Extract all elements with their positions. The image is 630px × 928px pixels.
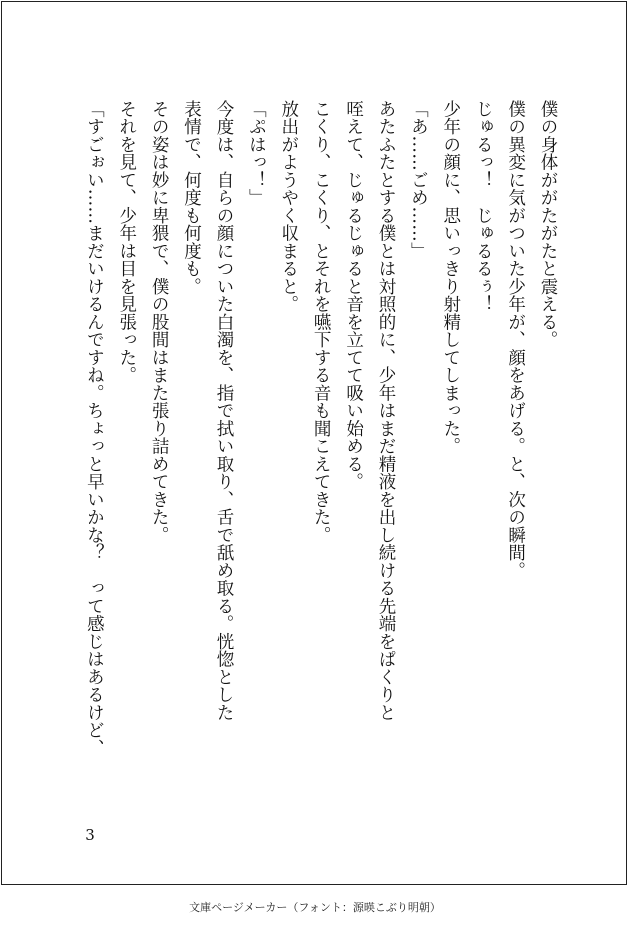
text-line-6: あたふたとする僕とは対照的に、少年はまだ精液を出し続ける先端をぱくりと [375, 100, 396, 722]
text-line-1: 僕の身体ががたがたと震える。 [538, 100, 558, 349]
text-line-10: 「ぷはっ！」 [246, 100, 267, 207]
text-line-4: 少年の顔に、思いっきり射精してしまった。 [440, 100, 461, 455]
text-line-14: それを見て、少年は目を見張った。 [116, 100, 137, 384]
text-line-2: 僕の異変に気がついた少年が、顔をあげる。と、次の瞬間。 [505, 100, 526, 580]
footer-credit: 文庫ページメーカー（フォント：源暎こぶり明朝） [189, 901, 441, 914]
book-page [1, 1, 627, 885]
text-line-13: その姿は妙に卑猥で、僕の股間はまた張り詰めてきた。 [149, 100, 170, 544]
vertical-text-body [78, 100, 564, 805]
text-line-3: じゅるっ！ じゅるるぅ！ [473, 100, 494, 313]
page-number: 3 [85, 826, 95, 844]
text-line-9: 放出がようやく収まると。 [278, 100, 299, 313]
text-line-7: 咥えて、じゅるじゅると音を立てて吸い始める。 [343, 100, 364, 491]
text-line-8: こくり、こくり、とそれを嚥下する音も聞こえてきた。 [311, 100, 332, 544]
text-line-5: 「あ……ごめ……」 [408, 100, 429, 260]
text-line-12: 表情で、何度も何度も。 [181, 100, 202, 296]
text-line-11: 今度は、自らの顔についた白濁を、指で拭い取り、舌で舐め取る。恍惚とした [213, 100, 234, 722]
text-line-15: 「すごぉい……まだいけるんですね。ちょっと早いかな？ って感じはあるけど、 [84, 100, 105, 757]
